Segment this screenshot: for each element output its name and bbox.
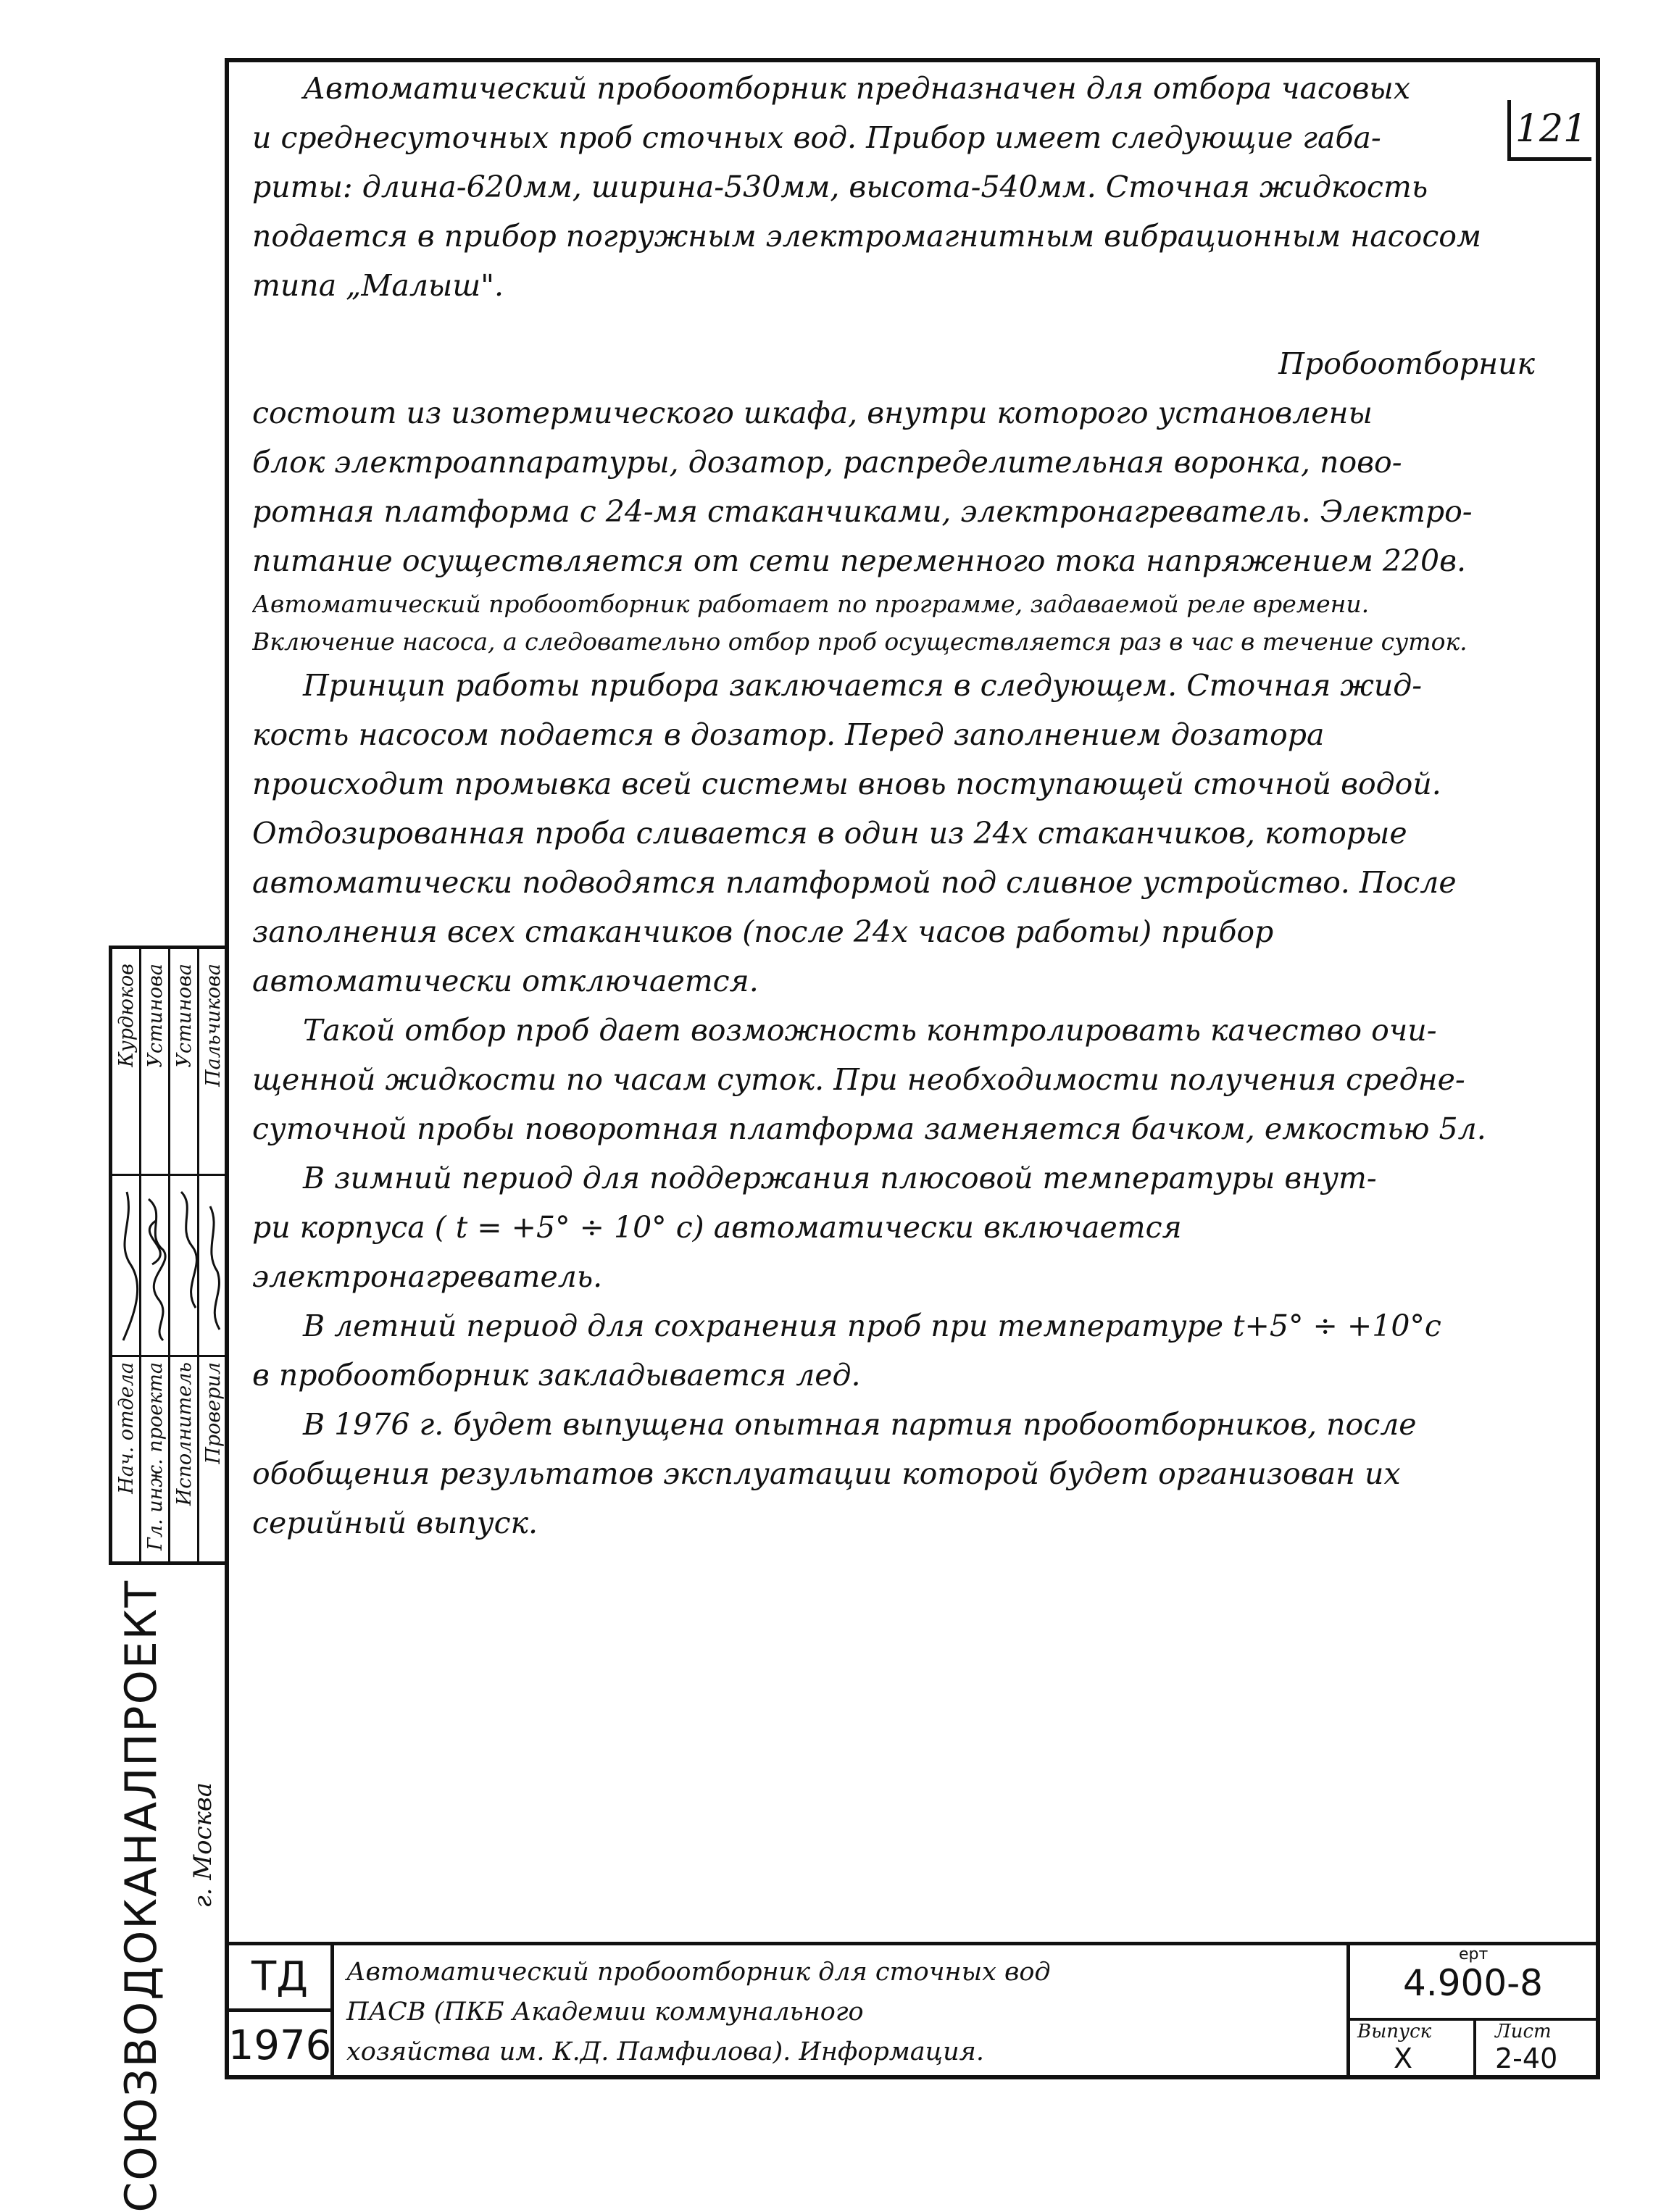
text-line: электронагреватель.	[252, 1259, 603, 1294]
text-line: Пробоотборник	[1278, 346, 1535, 381]
issue-value: X	[1394, 2042, 1413, 2074]
signatures-scribble	[112, 1177, 228, 1351]
text-line: автоматически отключается.	[252, 964, 759, 998]
text-line: питание осуществляется от сети переменного тока напряжением 220в.	[252, 543, 1467, 578]
text-line: риты: длина-620мм, ширина-530мм, высота-540мм. Сточная жидкость	[252, 170, 1428, 204]
issue-label: Выпуск	[1357, 2021, 1432, 2042]
text-line: обобщения результатов эксплуатации которой будет организован их	[252, 1456, 1401, 1491]
stamp-name: Устинова	[173, 964, 196, 1068]
stamp-role: Гл. инж. проекта	[144, 1362, 167, 1551]
sheet-number: 121	[1507, 100, 1591, 161]
stamp-role: Нач. отдела	[115, 1362, 138, 1494]
stamp-role: Проверил	[202, 1362, 225, 1464]
title-line: ПАСВ (ПКБ Академии коммунального	[346, 1998, 864, 2027]
text-line: и среднесуточных проб сточных вод. Прибор имеет следующие габа-	[252, 120, 1381, 155]
text-line: Отдозированная проба сливается в один из 24х стаканчиков, которые	[252, 816, 1407, 851]
text-line: состоит из изотермического шкафа, внутри которого установлены	[252, 396, 1373, 430]
text-line: ротная платформа с 24-мя стаканчиками, электронагреватель. Электро-	[252, 494, 1473, 529]
stamp-name: Устинова	[144, 964, 167, 1068]
body-text	[252, 64, 1600, 1548]
text-line: кость насосом подается в дозатор. Перед заполнением дозатора	[252, 717, 1325, 752]
year: 1976	[229, 2012, 334, 2079]
text-line: типа „Малыш".	[252, 268, 504, 303]
text-line: ри корпуса ( t = +5° ÷ 10° c) автоматически включается	[252, 1210, 1182, 1245]
text-line: происходит промывка всей системы вновь поступающей сточной водой.	[252, 767, 1441, 801]
sheet-label: Лист	[1495, 2021, 1552, 2042]
text-line: автоматически подводятся платформой под сливное устройство. После	[252, 865, 1457, 900]
text-line: щенной жидкости по часам суток. При необходимости получения средне-	[252, 1062, 1465, 1097]
text-line: Принцип работы прибора заключается в следующем. Сточная жид-	[303, 668, 1423, 703]
series-code: ТД	[229, 1945, 334, 2012]
title-description	[346, 1953, 1441, 2072]
stamp-name: Пальчикова	[202, 964, 225, 1087]
title-line: хозяйства им. К.Д. Памфилова). Информация.	[346, 2037, 984, 2066]
stamp-role: Исполнитель	[173, 1362, 196, 1506]
text-line: Включение насоса, а следовательно отбор проб осуществляется раз в час в течение суток.	[252, 627, 1468, 656]
text-line: Автоматический пробоотборник предназначен для отбора часовых	[303, 71, 1410, 106]
text-line: Автоматический пробоотборник работает по программе, задаваемой реле времени.	[252, 590, 1370, 618]
title-block	[229, 1942, 1596, 2075]
text-line: в пробоотборник закладывается лед.	[252, 1358, 861, 1393]
document-code: 4.900-8	[1403, 1962, 1543, 2004]
title-line: Автоматический пробоотборник для сточных вод	[346, 1958, 1051, 1987]
text-line: В зимний период для поддержания плюсовой температуры внут-	[303, 1161, 1377, 1195]
code-superscript: ерт	[1459, 1945, 1489, 1963]
text-line: Такой отбор проб дает возможность контролировать качество очи-	[303, 1013, 1437, 1048]
text-line: подается в прибор погружным электромагнитным вибрационным насосом	[252, 219, 1481, 254]
city-name: г. Москва	[188, 1782, 217, 1908]
stamp-name: Курдюков	[115, 964, 138, 1067]
text-line: суточной пробы поворотная платформа заменяется бачком, емкостью 5л.	[252, 1111, 1486, 1146]
code-box	[1346, 1945, 1596, 2079]
text-line: блок электроаппаратуры, дозатор, распределительная воронка, пово-	[252, 445, 1402, 480]
organization-name: СОЮЗВОДОКАНАЛПРОЕКТ	[116, 1579, 167, 2212]
signature-stamp	[109, 946, 228, 1565]
text-line: заполнения всех стаканчиков (после 24х часов работы) прибор	[252, 914, 1274, 949]
text-line: В 1976 г. будет выпущена опытная партия пробоотборников, после	[303, 1407, 1417, 1442]
text-line: серийный выпуск.	[252, 1506, 538, 1540]
sheet-value: 2-40	[1495, 2042, 1558, 2074]
text-line: В летний период для сохранения проб при температуре t+5° ÷ +10°c	[303, 1309, 1441, 1343]
